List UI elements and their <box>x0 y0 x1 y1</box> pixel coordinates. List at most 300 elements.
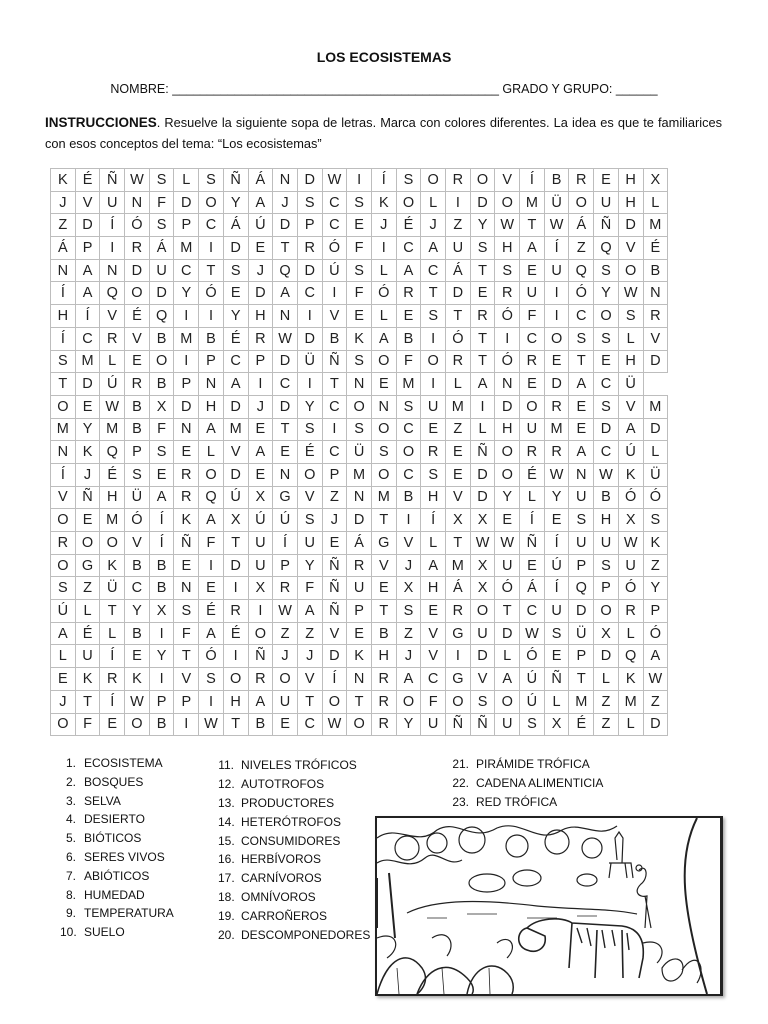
grid-cell: A <box>248 690 273 713</box>
grid-cell: R <box>618 600 643 623</box>
word-list-item <box>60 923 174 942</box>
grid-cell: O <box>322 690 347 713</box>
grid-cell: M <box>347 463 372 486</box>
grid-cell: T <box>446 305 471 328</box>
grid-cell: N <box>100 259 125 282</box>
grid-cell: N <box>273 463 298 486</box>
grid-cell: P <box>199 350 224 373</box>
grid-cell: O <box>371 350 396 373</box>
grid-cell: A <box>520 237 545 260</box>
grid-cell: Y <box>125 600 150 623</box>
grid-cell: I <box>199 237 224 260</box>
grid-cell: S <box>569 327 594 350</box>
grid-cell: O <box>51 395 76 418</box>
grid-cell: A <box>643 645 668 668</box>
grid-cell: M <box>100 509 125 532</box>
grid-cell: K <box>125 668 150 691</box>
grid-cell: Q <box>100 282 125 305</box>
grid-cell: L <box>51 645 76 668</box>
grid-cell: Ó <box>322 237 347 260</box>
grid-cell: W <box>100 395 125 418</box>
grid-cell: F <box>297 577 322 600</box>
grid-cell: V <box>297 486 322 509</box>
grid-cell: H <box>618 169 643 192</box>
grid-cell: Y <box>223 305 248 328</box>
grid-cell: O <box>594 600 619 623</box>
word-list-item <box>60 754 174 773</box>
grid-cell: C <box>396 463 421 486</box>
grid-cell: Ó <box>643 622 668 645</box>
word-list-item <box>452 755 603 774</box>
grid-cell: C <box>421 259 446 282</box>
word-text: SELVA <box>84 793 121 808</box>
grid-cell: D <box>643 418 668 441</box>
grid-cell: Ó <box>569 282 594 305</box>
grid-cell: I <box>446 645 471 668</box>
grid-cell: Ü <box>100 577 125 600</box>
word-text: PIRÁMIDE TRÓFICA <box>476 757 590 771</box>
grid-cell: W <box>618 282 643 305</box>
grid-cell: X <box>223 509 248 532</box>
grid-cell: A <box>199 622 224 645</box>
grid-cell: S <box>297 509 322 532</box>
grid-cell: S <box>51 350 76 373</box>
grid-cell: Ñ <box>520 532 545 555</box>
grid-cell: E <box>520 373 545 396</box>
grid-cell: É <box>396 214 421 237</box>
grid-cell: P <box>125 441 150 464</box>
grid-row <box>51 668 668 691</box>
grid-cell: Y <box>470 214 495 237</box>
grid-cell: M <box>75 350 100 373</box>
grid-cell: Í <box>520 169 545 192</box>
word-number: 18. <box>218 890 235 905</box>
grid-cell: S <box>149 169 174 192</box>
grid-row <box>51 191 668 214</box>
grid-cell: C <box>594 373 619 396</box>
grid-cell: R <box>273 577 298 600</box>
grid-cell: S <box>594 259 619 282</box>
grid-cell: Z <box>643 690 668 713</box>
grid-cell: F <box>149 191 174 214</box>
grid-cell: J <box>248 259 273 282</box>
grid-cell: M <box>544 418 569 441</box>
grid-cell: S <box>125 463 150 486</box>
word-text: PRODUCTORES <box>241 795 335 810</box>
grid-cell: W <box>273 327 298 350</box>
grid-cell: T <box>470 350 495 373</box>
word-text: TEMPERATURA <box>84 906 174 921</box>
word-number: 2. <box>65 774 76 789</box>
grid-cell: N <box>495 373 520 396</box>
word-number: 10. <box>60 925 77 940</box>
grid-cell: C <box>273 373 298 396</box>
grid-cell: I <box>149 622 174 645</box>
grid-cell: D <box>594 645 619 668</box>
grid-cell: T <box>223 532 248 555</box>
grid-cell: I <box>199 305 224 328</box>
grid-cell: Í <box>544 577 569 600</box>
grid-cell: É <box>223 622 248 645</box>
grid-cell: D <box>495 622 520 645</box>
word-text: OMNÍVOROS <box>241 890 316 905</box>
grid-cell: D <box>223 554 248 577</box>
grid-cell: L <box>199 441 224 464</box>
grid-cell: X <box>643 169 668 192</box>
grid-row <box>51 395 668 418</box>
word-list-item <box>218 850 370 869</box>
grid-row <box>51 463 668 486</box>
word-number: 8. <box>65 887 76 902</box>
grid-cell: E <box>248 237 273 260</box>
grid-cell: S <box>223 259 248 282</box>
grid-cell: S <box>347 418 372 441</box>
instructions-heading: INSTRUCCIONES <box>45 115 157 130</box>
grid-cell: C <box>421 668 446 691</box>
grid-cell: V <box>322 622 347 645</box>
grid-cell: P <box>174 373 199 396</box>
grid-cell: E <box>273 713 298 736</box>
grid-cell: K <box>371 191 396 214</box>
grid-cell: Ú <box>322 259 347 282</box>
grid-cell: D <box>297 327 322 350</box>
grid-cell: A <box>75 259 100 282</box>
grid-cell: A <box>149 486 174 509</box>
grid-cell: A <box>495 668 520 691</box>
grid-cell: D <box>495 395 520 418</box>
grid-cell: L <box>421 532 446 555</box>
grid-cell: É <box>569 713 594 736</box>
grid-cell: M <box>643 395 668 418</box>
grid-cell: S <box>347 259 372 282</box>
grid-cell: V <box>643 327 668 350</box>
grid-cell: E <box>594 350 619 373</box>
grid-cell: E <box>174 554 199 577</box>
grid-cell: Z <box>396 622 421 645</box>
grid-cell: O <box>199 191 224 214</box>
grid-cell: Ü <box>544 191 569 214</box>
grid-cell: W <box>643 668 668 691</box>
grid-cell: X <box>544 713 569 736</box>
grid-cell: I <box>446 191 471 214</box>
grid-cell: I <box>347 169 372 192</box>
grid-cell: D <box>297 259 322 282</box>
grid-cell: J <box>273 645 298 668</box>
grid-cell: U <box>569 532 594 555</box>
grid-row <box>51 282 668 305</box>
grid-row <box>51 622 668 645</box>
grid-cell: E <box>199 577 224 600</box>
grid-cell: Í <box>100 214 125 237</box>
grid-cell: E <box>544 350 569 373</box>
grid-cell: T <box>273 418 298 441</box>
grid-cell: K <box>618 668 643 691</box>
grid-cell: N <box>273 169 298 192</box>
grid-cell: O <box>125 713 150 736</box>
grid-cell: E <box>371 373 396 396</box>
grid-cell: Q <box>199 486 224 509</box>
grid-cell: V <box>174 668 199 691</box>
grid-cell: S <box>594 327 619 350</box>
word-number: 11. <box>218 758 234 772</box>
grid-cell: O <box>495 463 520 486</box>
grid-cell: I <box>174 713 199 736</box>
grid-cell: U <box>248 532 273 555</box>
grid-cell: E <box>248 418 273 441</box>
grid-cell: E <box>544 509 569 532</box>
grid-row <box>51 169 668 192</box>
grid-cell: D <box>347 509 372 532</box>
grid-cell: Ó <box>495 305 520 328</box>
grid-cell: A <box>199 418 224 441</box>
grid-row <box>51 713 668 736</box>
grid-row <box>51 509 668 532</box>
grid-cell: S <box>396 600 421 623</box>
grid-cell: E <box>100 713 125 736</box>
grid-cell: S <box>297 191 322 214</box>
grid-cell: D <box>223 237 248 260</box>
grid-cell: O <box>248 622 273 645</box>
grid-cell: N <box>347 668 372 691</box>
grid-cell: Y <box>297 395 322 418</box>
grid-cell: F <box>396 350 421 373</box>
grid-cell: X <box>149 600 174 623</box>
grid-cell: V <box>100 305 125 328</box>
grid-cell: B <box>125 622 150 645</box>
grid-cell: S <box>199 169 224 192</box>
grid-cell: Í <box>149 532 174 555</box>
grid-cell: A <box>421 554 446 577</box>
grid-cell: N <box>199 373 224 396</box>
grid-cell: L <box>618 622 643 645</box>
grid-cell: D <box>297 169 322 192</box>
grid-cell: Í <box>100 690 125 713</box>
grid-cell: S <box>643 509 668 532</box>
word-text: RED TRÓFICA <box>476 795 558 809</box>
word-list-column-1 <box>60 754 174 942</box>
grid-cell: D <box>149 282 174 305</box>
grid-cell: O <box>347 395 372 418</box>
word-list-item <box>218 888 370 907</box>
grid-cell: Ó <box>495 577 520 600</box>
grid-cell: E <box>347 305 372 328</box>
grid-cell: M <box>371 486 396 509</box>
grid-cell: I <box>174 305 199 328</box>
grid-cell: Ú <box>223 486 248 509</box>
grid-cell: A <box>470 373 495 396</box>
word-list-item <box>60 867 174 886</box>
grid-row <box>51 214 668 237</box>
grid-cell: D <box>273 350 298 373</box>
grid-cell: X <box>396 577 421 600</box>
word-list-item <box>218 907 370 926</box>
grid-cell: C <box>322 214 347 237</box>
grid-cell: D <box>174 191 199 214</box>
grid-cell: R <box>125 237 150 260</box>
word-text: CARNÍVOROS <box>241 871 322 886</box>
grid-cell: O <box>618 259 643 282</box>
grid-cell: K <box>347 645 372 668</box>
grid-cell: X <box>446 509 471 532</box>
grid-cell: Á <box>51 237 76 260</box>
grid-cell: A <box>75 282 100 305</box>
grid-cell: O <box>199 463 224 486</box>
grid-cell: I <box>495 327 520 350</box>
grid-cell: M <box>520 191 545 214</box>
grid-cell: Q <box>569 259 594 282</box>
grid-cell: Ó <box>199 645 224 668</box>
word-text: HERBÍVOROS <box>241 852 322 867</box>
grid-cell: E <box>371 577 396 600</box>
grid-cell: Á <box>248 169 273 192</box>
grid-cell: S <box>421 463 446 486</box>
grid-cell: L <box>174 169 199 192</box>
grid-cell: R <box>569 169 594 192</box>
grid-cell: A <box>618 418 643 441</box>
grid-cell: Ú <box>248 214 273 237</box>
grid-cell: J <box>322 509 347 532</box>
grid-cell: W <box>495 532 520 555</box>
word-text: BOSQUES <box>84 774 144 789</box>
grid-cell: O <box>51 713 76 736</box>
grid-cell: W <box>273 600 298 623</box>
grid-cell: I <box>297 373 322 396</box>
grid-cell: F <box>149 418 174 441</box>
grid-cell: E <box>347 622 372 645</box>
grid-cell: T <box>75 690 100 713</box>
grid-cell: R <box>371 668 396 691</box>
grid-cell: O <box>495 690 520 713</box>
grid-cell: A <box>199 509 224 532</box>
grid-cell: O <box>569 191 594 214</box>
grid-cell: U <box>470 622 495 645</box>
grid-cell: U <box>520 282 545 305</box>
grid-cell: A <box>569 441 594 464</box>
grid-cell: S <box>149 214 174 237</box>
grid-cell: Y <box>495 486 520 509</box>
grid-cell: O <box>297 463 322 486</box>
grid-cell: Ñ <box>322 350 347 373</box>
grid-cell: I <box>223 577 248 600</box>
grid-cell: R <box>51 532 76 555</box>
grid-cell: N <box>643 282 668 305</box>
grid-cell: É <box>520 463 545 486</box>
word-number: 17. <box>218 871 235 886</box>
grid-cell: Í <box>273 532 298 555</box>
grid-cell: R <box>371 713 396 736</box>
grid-cell: N <box>347 373 372 396</box>
grid-cell: E <box>347 214 372 237</box>
word-text: NIVELES TRÓFICOS <box>241 758 357 772</box>
grid-cell: G <box>446 622 471 645</box>
grid-cell: O <box>396 690 421 713</box>
grid-cell: C <box>75 327 100 350</box>
grid-cell: V <box>618 237 643 260</box>
grid-row <box>51 600 668 623</box>
grid-cell: O <box>371 418 396 441</box>
grid-row <box>51 486 668 509</box>
grid-cell: Ñ <box>470 441 495 464</box>
grid-cell: W <box>125 690 150 713</box>
grid-cell: O <box>371 463 396 486</box>
grid-cell: Q <box>594 237 619 260</box>
grid-cell: I <box>100 237 125 260</box>
word-number: 20. <box>218 928 235 943</box>
grid-cell: U <box>544 600 569 623</box>
grid-cell: I <box>544 305 569 328</box>
grid-cell: D <box>470 645 495 668</box>
grid-cell: V <box>421 645 446 668</box>
word-list-item <box>60 773 174 792</box>
word-list-column-3 <box>452 755 603 812</box>
grid-cell: M <box>51 418 76 441</box>
grid-cell: E <box>594 169 619 192</box>
grid-cell: V <box>75 191 100 214</box>
grid-cell: Í <box>51 327 76 350</box>
grid-cell: B <box>149 713 174 736</box>
grid-cell: W <box>618 532 643 555</box>
grid-cell: C <box>322 191 347 214</box>
grid-cell: M <box>446 395 471 418</box>
grid-cell: Ó <box>125 214 150 237</box>
grid-cell: Ü <box>125 486 150 509</box>
grid-cell: L <box>100 350 125 373</box>
word-number: 14. <box>218 814 235 829</box>
grid-cell: B <box>396 327 421 350</box>
grid-cell: P <box>322 463 347 486</box>
grid-cell: Ñ <box>223 169 248 192</box>
grid-cell: O <box>51 509 76 532</box>
grid-cell: I <box>223 645 248 668</box>
grid-cell: U <box>248 554 273 577</box>
grid-cell: S <box>149 441 174 464</box>
grid-cell: Y <box>297 554 322 577</box>
grid-cell: E <box>544 645 569 668</box>
grid-cell: S <box>347 191 372 214</box>
grid-cell: U <box>75 645 100 668</box>
grid-cell: L <box>643 441 668 464</box>
grid-cell: L <box>618 327 643 350</box>
grid-cell: Ú <box>100 373 125 396</box>
grid-cell: H <box>495 418 520 441</box>
grid-cell: X <box>470 554 495 577</box>
grid-cell: D <box>544 373 569 396</box>
grid-cell: T <box>446 532 471 555</box>
grid-cell: O <box>446 690 471 713</box>
word-text: DESIERTO <box>84 812 145 827</box>
grid-cell: U <box>100 191 125 214</box>
grid-cell: Ñ <box>322 577 347 600</box>
grid-cell: T <box>347 690 372 713</box>
grid-cell: V <box>618 395 643 418</box>
grid-cell: Í <box>51 463 76 486</box>
grid-cell: Á <box>446 577 471 600</box>
grid-cell: R <box>520 350 545 373</box>
grid-cell: C <box>297 713 322 736</box>
grid-cell: R <box>347 554 372 577</box>
word-text: BIÓTICOS <box>84 831 142 846</box>
grid-cell: M <box>174 237 199 260</box>
grid-cell: D <box>643 713 668 736</box>
grid-cell: K <box>100 554 125 577</box>
grid-cell: G <box>446 668 471 691</box>
grid-cell: S <box>297 418 322 441</box>
grid-cell: Ú <box>544 554 569 577</box>
grid-cell: C <box>520 327 545 350</box>
grid-cell: S <box>199 668 224 691</box>
grid-cell: L <box>470 418 495 441</box>
grid-cell: Í <box>520 509 545 532</box>
